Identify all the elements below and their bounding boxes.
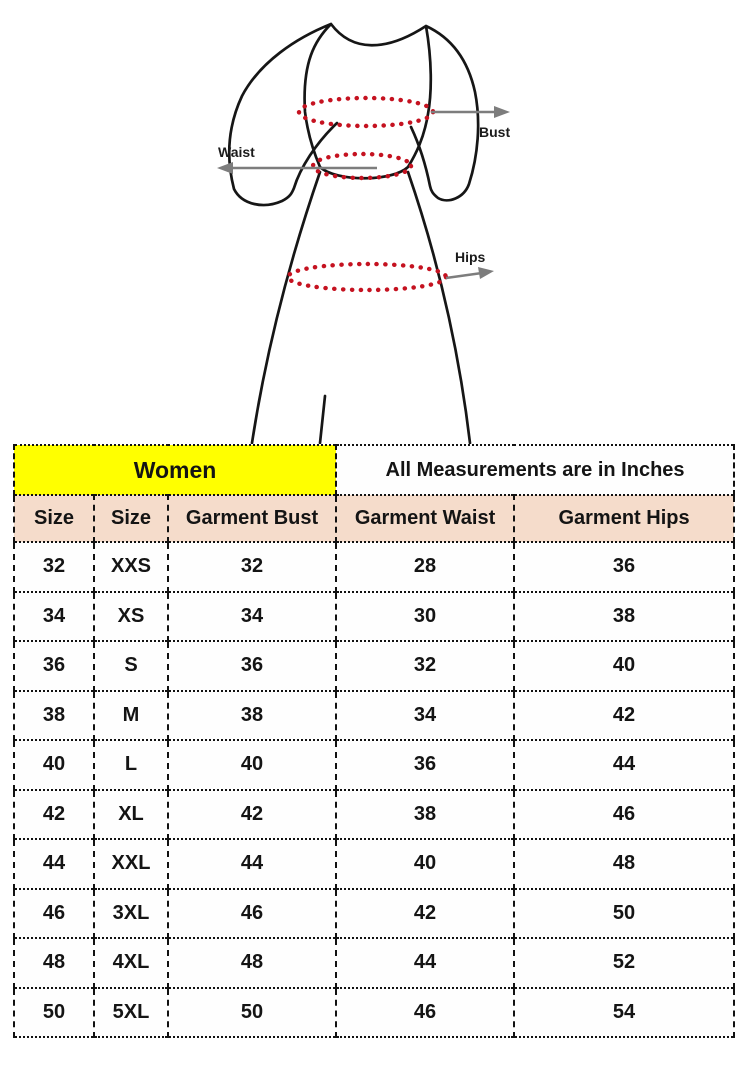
table-cell: XXL [94,839,168,889]
units-group-header: All Measurements are in Inches [336,445,734,495]
table-cell: 38 [168,691,336,741]
bust-arrowhead-icon [494,106,510,118]
table-cell: 44 [168,839,336,889]
bust-label: Bust [479,124,511,140]
table-cell: 36 [336,740,514,790]
table-row [14,790,734,840]
table-row [14,641,734,691]
table-cell: 34 [14,592,94,642]
table-cell: 46 [336,988,514,1038]
table-row [14,542,734,592]
women-group-header: Women [14,445,336,495]
table-cell: 42 [14,790,94,840]
table-cell: 40 [14,740,94,790]
table-cell: 30 [336,592,514,642]
column-header: Garment Hips [514,495,734,542]
waist-measure-line [313,154,411,178]
table-cell: 34 [336,691,514,741]
table-cell: 54 [514,988,734,1038]
table-cell: 50 [514,889,734,939]
hips-label: Hips [455,249,486,265]
table-cell: 44 [514,740,734,790]
table-cell: 42 [514,691,734,741]
table-cell: 52 [514,938,734,988]
table-cell: 50 [14,988,94,1038]
table-cell: 36 [514,542,734,592]
table-cell: 38 [336,790,514,840]
table-cell: XXS [94,542,168,592]
table-cell: 44 [336,938,514,988]
table-row [14,691,734,741]
column-header-row [14,495,734,542]
table-row [14,889,734,939]
table-cell: 48 [168,938,336,988]
dress-measurement-diagram [0,0,746,444]
dress-outline [229,24,478,443]
table-row [14,839,734,889]
table-cell: 46 [168,889,336,939]
table-cell: 32 [14,542,94,592]
table-cell: 5XL [94,988,168,1038]
table-cell: M [94,691,168,741]
table-row [14,740,734,790]
table-cell: 4XL [94,938,168,988]
column-header: Size [94,495,168,542]
table-cell: 40 [514,641,734,691]
table-cell: 34 [168,592,336,642]
table-cell: 42 [336,889,514,939]
hips-measure-line [288,264,446,290]
table-cell: S [94,641,168,691]
table-cell: 36 [14,641,94,691]
table-cell: XL [94,790,168,840]
table-cell: 36 [168,641,336,691]
table-cell: 48 [514,839,734,889]
table-cell: 38 [14,691,94,741]
size-chart-table [13,444,735,1038]
table-row [14,938,734,988]
bust-measure-line [299,98,433,126]
waist-label: Waist [218,144,255,160]
table-cell: 48 [14,938,94,988]
table-cell: 42 [168,790,336,840]
waist-arrowhead-icon [217,162,233,174]
table-cell: 40 [168,740,336,790]
hips-arrowhead-icon [478,267,494,279]
table-cell: 32 [168,542,336,592]
table-cell: 28 [336,542,514,592]
table-cell: L [94,740,168,790]
table-cell: 44 [14,839,94,889]
table-row [14,592,734,642]
column-header: Size [14,495,94,542]
table-cell: 40 [336,839,514,889]
table-cell: 3XL [94,889,168,939]
table-cell: 38 [514,592,734,642]
group-header-row [14,445,734,495]
table-cell: 32 [336,641,514,691]
hips-arrow [446,273,482,278]
table-cell: 46 [14,889,94,939]
column-header: Garment Waist [336,495,514,542]
table-cell: XS [94,592,168,642]
table-cell: 50 [168,988,336,1038]
table-cell: 46 [514,790,734,840]
column-header: Garment Bust [168,495,336,542]
table-row [14,988,734,1038]
